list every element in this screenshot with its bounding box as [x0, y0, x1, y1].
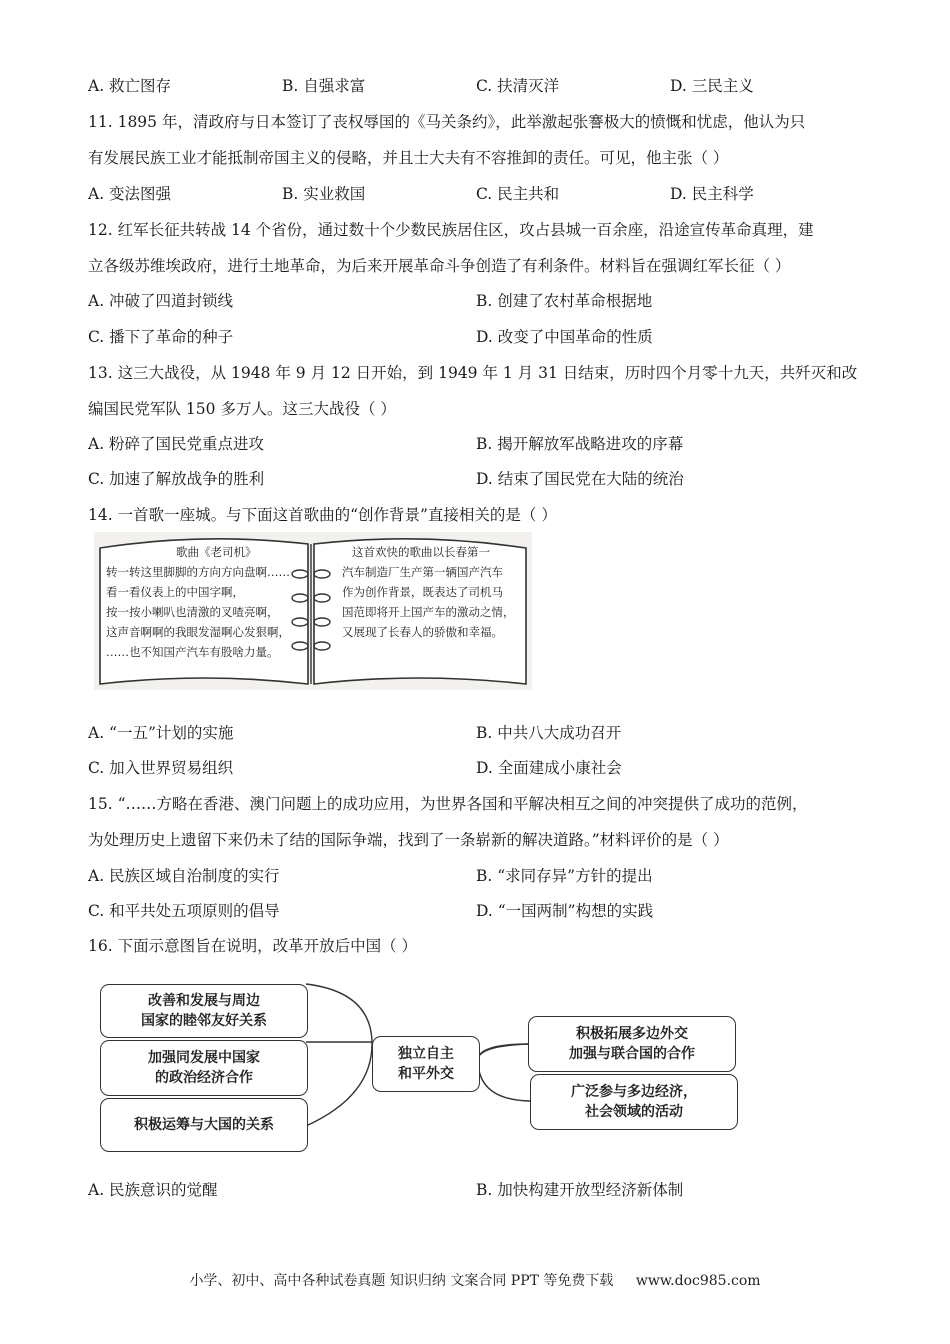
q14-option-b: B. 中共八大成功召开 [476, 724, 622, 742]
box-text-line: 加强与联合国的合作 [569, 1046, 695, 1062]
box-text-line: 积极拓展多边外交 [576, 1026, 688, 1042]
box-text-line: 和平外交 [398, 1066, 454, 1082]
background-line: 这首欢快的歌曲以长春第一 [352, 545, 490, 559]
q11-option-b: B. 实业救国 [282, 185, 366, 203]
q11-option-c: C. 民主共和 [476, 185, 560, 203]
box-text-line: 社会领域的活动 [585, 1104, 683, 1120]
q14-option-c: C. 加入世界贸易组织 [88, 759, 234, 777]
q14-stem: 14. 一首歌一座城。与下面这首歌曲的“创作背景”直接相关的是（ ） [88, 506, 557, 524]
box-text-line: 独立自主 [398, 1046, 454, 1062]
diagram-box-multilateral-economic [530, 1074, 738, 1130]
q14-option-a: A. “一五”计划的实施 [88, 724, 234, 742]
q12-option-b: B. 创建了农村革命根据地 [476, 292, 653, 310]
lyric-line: ……也不知国产汽车有股啥力量。 [106, 645, 279, 659]
q12-option-d: D. 改变了中国革命的性质 [476, 328, 653, 346]
q11-stem-line1: 11. 1895 年，清政府与日本签订了丧权辱国的《马关条约》，此举激起张謇极大的愤慨和忧虑，他认为只 [88, 113, 806, 131]
q11-option-a: A. 变法图强 [88, 185, 172, 203]
lyric-line: 看一看仪表上的中国字啊， [106, 585, 244, 599]
q15-stem-line2: 为处理历史上遗留下来仍未了结的国际争端，找到了一条崭新的解决道路。”材料评价的是（ ） [88, 831, 729, 849]
q14-option-d: D. 全面建成小康社会 [476, 759, 622, 777]
q12-option-a: A. 冲破了四道封锁线 [88, 292, 234, 310]
q16-stem: 16. 下面示意图旨在说明，改革开放后中国（ ） [88, 937, 418, 955]
diagram-box-major-powers [100, 1098, 308, 1152]
q10-option-d: D. 三民主义 [670, 77, 754, 95]
q10-option-b: B. 自强求富 [282, 77, 366, 95]
q15-option-c: C. 和平共处五项原则的倡导 [88, 902, 280, 920]
q12-stem-line1: 12. 红军长征共转战 14 个省份，通过数十个少数民族居住区，攻占县城一百余座，沿途宣传革命真理，建 [88, 221, 814, 239]
box-text-line: 广泛参与多边经济， [571, 1084, 697, 1100]
lyric-line: 这声音啊啊的我眼发湿啊心发狠啊， [106, 625, 290, 639]
lyric-line: 转一转这里脚脚的方向方向盘啊…… [106, 565, 290, 579]
diagram-box-neighbors [100, 984, 308, 1038]
q13-option-d: D. 结束了国民党在大陆的统治 [476, 470, 684, 488]
background-line: 汽车制造厂生产第一辆国产汽车 [342, 565, 503, 579]
page-footer [0, 1270, 950, 1290]
diagram-box-multilateral-un [528, 1016, 736, 1072]
background-line: 国范即将开上国产车的激动之情， [342, 605, 515, 619]
book-left-page [106, 542, 290, 662]
lyric-line: 按一按小喇叭也清激的叉喳亮啊， [106, 605, 279, 619]
q11-stem-line2: 有发展民族工业才能抵制帝国主义的侵略，并且士大夫有不容推卸的责任。可见，他主张（ ） [88, 149, 729, 167]
diagram-box-developing-countries [100, 1040, 308, 1096]
background-line: 又展现了长春人的骄傲和幸福。 [342, 625, 503, 639]
song-title: 歌曲《老司机》 [176, 545, 257, 559]
q15-option-d: D. “一国两制”构想的实践 [476, 902, 654, 920]
q13-option-c: C. 加速了解放战争的胜利 [88, 470, 265, 488]
box-text-line: 改善和发展与周边 [148, 993, 260, 1009]
q12-stem-line2: 立各级苏维埃政府，进行土地革命，为后来开展革命斗争创造了有利条件。材料旨在强调红军长征（ ） [88, 257, 791, 275]
box-text-line: 的政治经济合作 [155, 1070, 253, 1086]
q13-option-b: B. 揭开解放军战略进攻的序幕 [476, 435, 684, 453]
book-right-page [342, 542, 515, 642]
q13-stem-line2: 编国民党军队 150 多万人。这三大战役（ ） [88, 400, 396, 418]
q12-option-c: C. 播下了革命的种子 [88, 328, 234, 346]
q15-stem-line1: 15. “……方略在香港、澳门问题上的成功应用，为世界各国和平解决相互之间的冲突提供了成功的范例， [88, 795, 808, 813]
open-book-illustration [94, 532, 532, 690]
box-text-line: 积极运筹与大国的关系 [134, 1117, 274, 1133]
q15-option-b: B. “求同存异”方针的提出 [476, 867, 653, 885]
q16-option-b: B. 加快构建开放型经济新体制 [476, 1181, 684, 1199]
diagram-box-center-diplomacy [372, 1036, 480, 1092]
footer-site-link[interactable]: www.doc985.com [635, 1273, 761, 1289]
q10-option-c: C. 扶清灭洋 [476, 77, 560, 95]
q10-option-a: A. 救亡图存 [88, 77, 172, 95]
q15-option-a: A. 民族区域自治制度的实行 [88, 867, 280, 885]
q16-option-a: A. 民族意识的觉醒 [88, 1181, 218, 1199]
q11-option-d: D. 民主科学 [670, 185, 754, 203]
q13-stem-line1: 13. 这三大战役，从 1948 年 9 月 12 日开始，到 1949 年 1 月 31 日结束，历时四个月零十九天，共歼灭和改 [88, 364, 858, 382]
footer-text: 小学、初中、高中各种试卷真题 知识归纳 文案合同 PPT 等免费下载 [189, 1273, 614, 1289]
q13-option-a: A. 粉碎了国民党重点进攻 [88, 435, 265, 453]
box-text-line: 国家的睦邻友好关系 [141, 1013, 267, 1029]
background-line: 作为创作背景，既表达了司机马 [342, 585, 503, 599]
box-text-line: 加强同发展中国家 [148, 1050, 260, 1066]
